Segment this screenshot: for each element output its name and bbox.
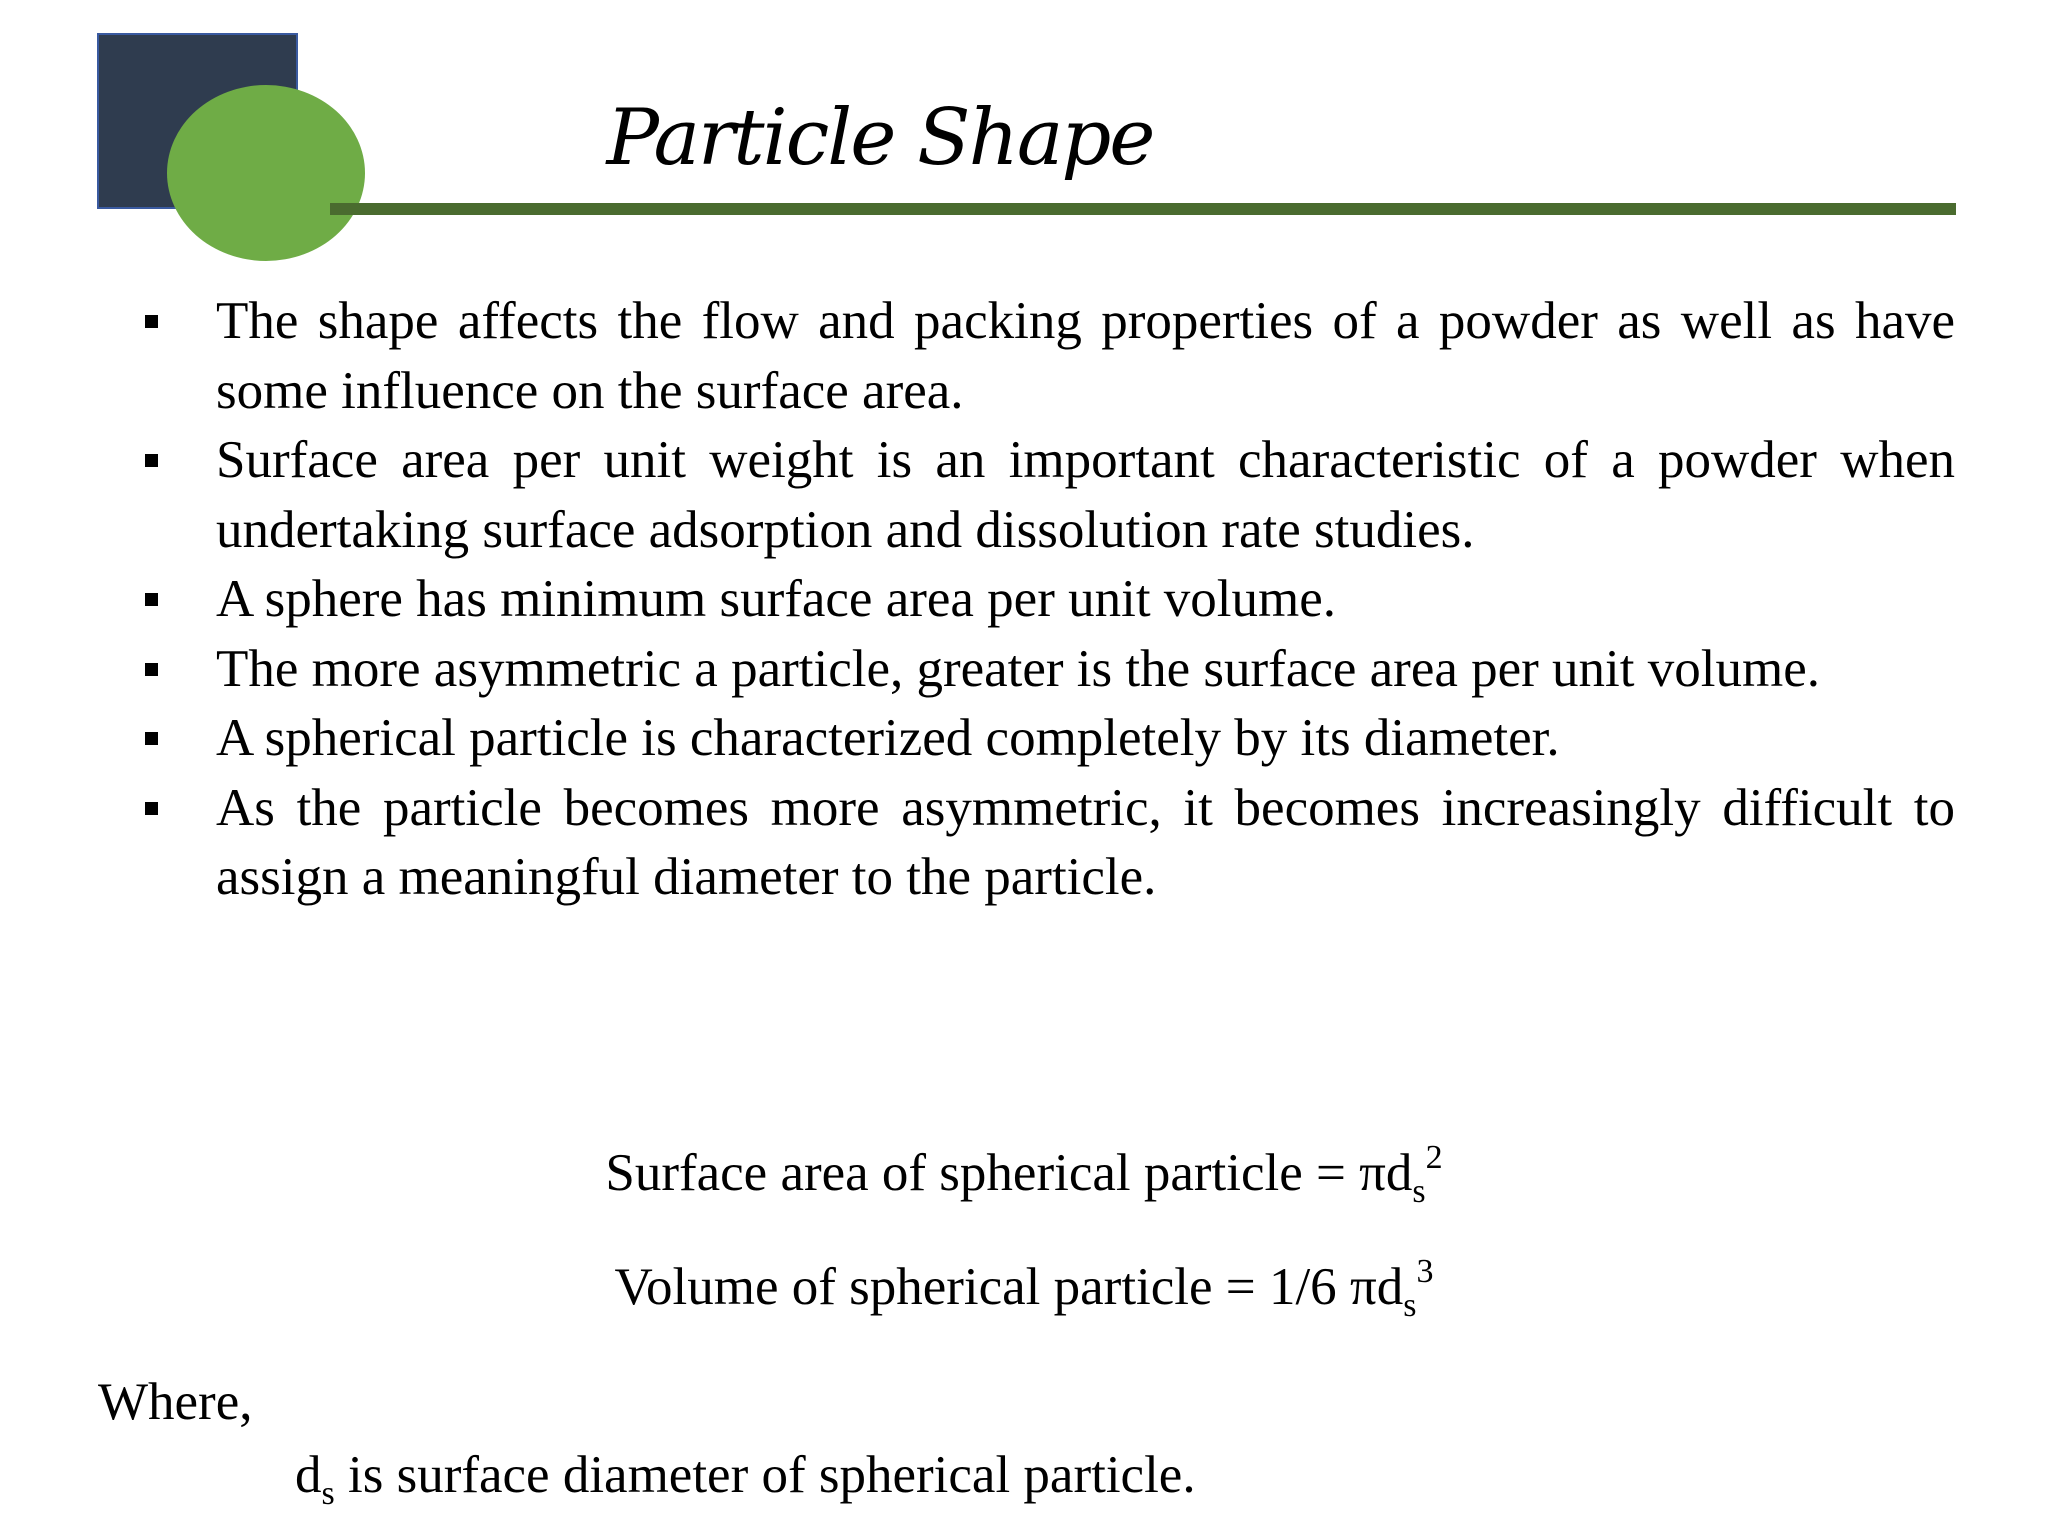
volume-formula <box>0 1252 2048 1322</box>
surface-area-formula <box>0 1138 2048 1208</box>
square-bullet-icon <box>145 732 158 745</box>
formula-lhs: Volume of spherical particle = <box>614 1258 1269 1316</box>
bullet-text: The more asymmetric a particle, greater is the surface area per unit volume. <box>216 639 1820 698</box>
bullet-text: A spherical particle is characterized completely by its diameter. <box>216 709 1560 767</box>
decorative-green-circle <box>167 85 365 261</box>
bullet-item <box>140 635 1955 705</box>
slide-title: Particle Shape <box>606 93 1154 183</box>
formula-subscript: s <box>1403 1287 1417 1324</box>
formula-exponent: 3 <box>1416 1253 1434 1290</box>
square-bullet-icon <box>145 663 158 676</box>
where-label: Where, <box>98 1373 253 1431</box>
bullet-item <box>140 565 1955 635</box>
bullet-item <box>140 287 1955 426</box>
variable-definition <box>295 1440 1196 1510</box>
formula-subscript: s <box>1412 1173 1426 1210</box>
definition-symbol: d <box>295 1446 322 1504</box>
bullet-list <box>140 287 1955 913</box>
formula-symbol: πd <box>1359 1144 1413 1202</box>
bullet-text: As the particle becomes more asymmetric, it becomes increasingly difficult to assign a meaningful diameter to the particle. <box>216 778 1955 906</box>
formula-symbol: πd <box>1349 1258 1404 1316</box>
square-bullet-icon <box>145 593 158 606</box>
title-underline-rule <box>330 203 1956 215</box>
formula-exponent: 2 <box>1425 1139 1443 1176</box>
formula-coefficient: 1/6 <box>1268 1258 1350 1316</box>
bullet-text: A sphere has minimum surface area per unit volume. <box>216 570 1337 628</box>
definition-text: is surface diameter of spherical particle. <box>334 1446 1196 1504</box>
bullet-text: The shape affects the flow and packing properties of a powder as well as have some influence on the surface area. <box>216 292 1955 420</box>
bullet-text: Surface area per unit weight is an important characteristic of a powder when undertaking surface adsorption and dissolution rate studies. <box>216 431 1955 559</box>
square-bullet-icon <box>145 454 158 467</box>
formula-lhs: Surface area of spherical particle = <box>605 1144 1360 1202</box>
bullet-item <box>140 704 1955 774</box>
square-bullet-icon <box>145 315 158 328</box>
bullet-item <box>140 426 1955 565</box>
bullet-item <box>140 774 1955 913</box>
square-bullet-icon <box>145 802 158 815</box>
definition-subscript: s <box>321 1475 335 1512</box>
